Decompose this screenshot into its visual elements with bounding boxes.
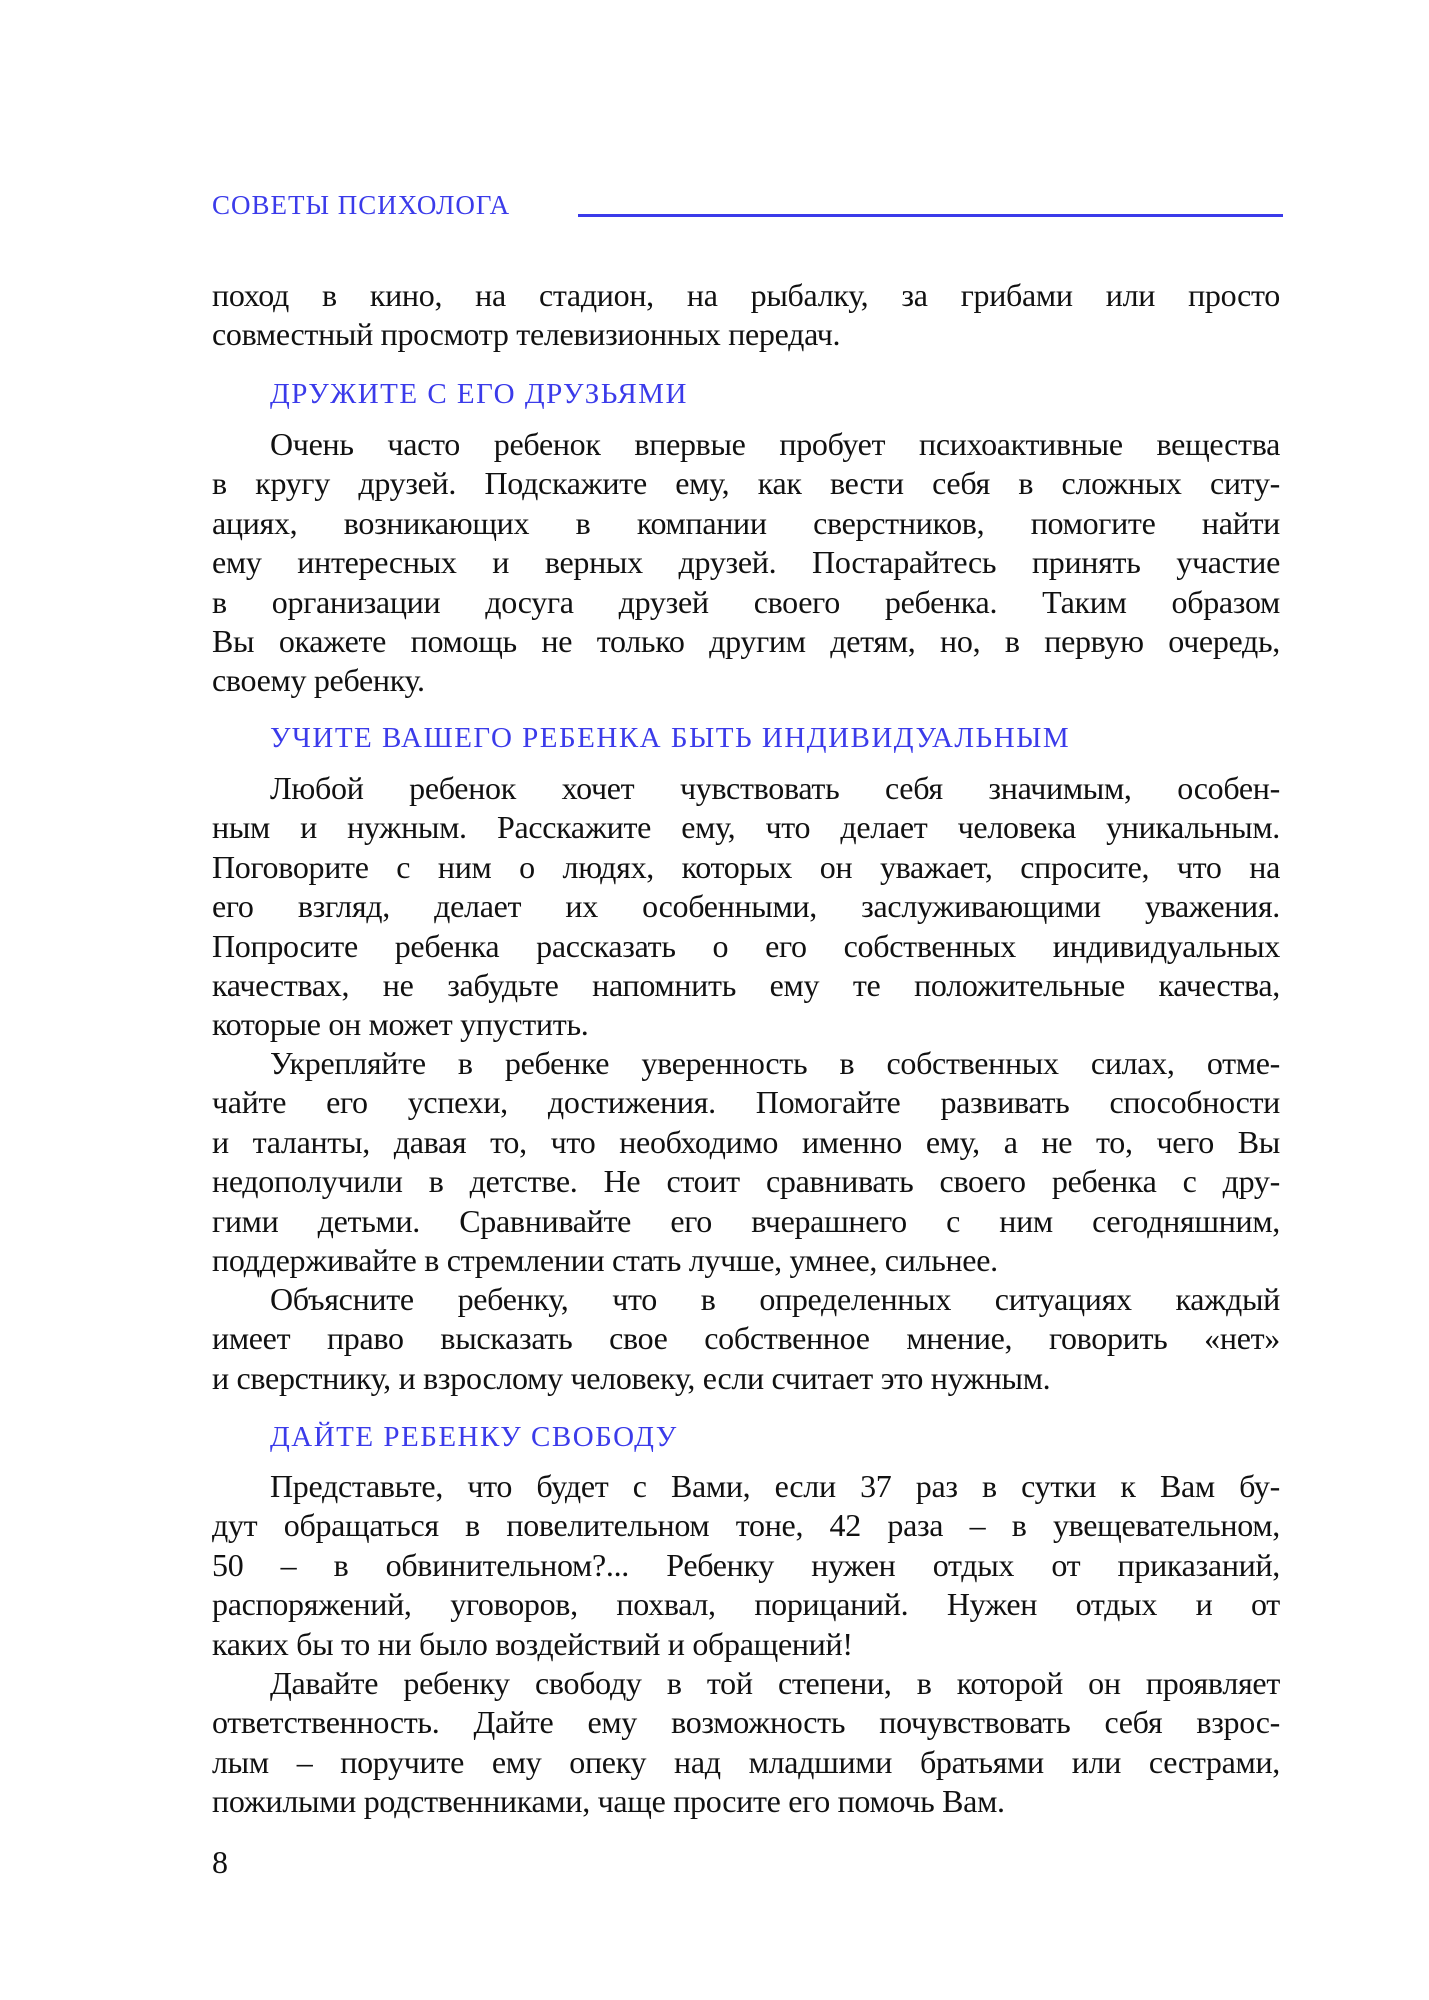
- text-line: гими детьми. Сравнивайте его вчерашнего с ним сегодняшним,: [212, 1202, 1280, 1239]
- text-line: Поговорите с ним о людях, которых он уважает, спросите, что на: [212, 848, 1280, 885]
- text-line: недополучили в детстве. Не стоит сравнивать своего ребенка с дру-: [212, 1163, 1280, 1200]
- paragraph: [212, 1467, 1280, 1664]
- running-header: СОВЕТЫ ПСИХОЛОГА: [212, 190, 511, 220]
- text-line: Давайте ребенку свободу в той степени, в которой он проявляет: [270, 1665, 1280, 1701]
- text-line: своему ребенку.: [212, 662, 425, 699]
- text-line: ему интересных и верных друзей. Постарайтесь принять участие: [212, 544, 1280, 581]
- text-line: поход в кино, на стадион, на рыбалку, за грибами или просто: [212, 277, 1280, 313]
- text-line: Попросите ребенка рассказать о его собственных индивидуальных: [212, 927, 1280, 964]
- text-line: в организации досуга друзей своего ребенка. Таким образом: [212, 583, 1280, 620]
- paragraph: [212, 1280, 1280, 1398]
- paragraph: [212, 1664, 1280, 1822]
- text-line: 50 – в обвинительном?... Ребенку нужен отдых от приказаний,: [212, 1546, 1280, 1583]
- text-line: качествах, не забудьте напомнить ему те положительные качества,: [212, 966, 1280, 1003]
- text-line: Вы окажете помощь не только другим детям, но, в первую очередь,: [212, 622, 1280, 659]
- text-line: его взгляд, делает их особенными, заслуживающими уважения.: [212, 888, 1280, 925]
- text-line: и сверстнику, и взрослому человеку, если считает это нужным.: [212, 1359, 1051, 1396]
- text-line: Любой ребенок хочет чувствовать себя значимым, особен-: [270, 770, 1280, 806]
- text-line: Объясните ребенку, что в определенных ситуациях каждый: [270, 1281, 1280, 1317]
- text-line: Представьте, что будет с Вами, если 37 раз в сутки к Вам бу-: [270, 1468, 1280, 1504]
- paragraph: [212, 1044, 1280, 1280]
- section-heading: ДАЙТЕ РЕБЕНКУ СВОБОДУ: [270, 1421, 678, 1453]
- text-line: которые он может упустить.: [212, 1006, 589, 1043]
- text-line: каких бы то ни было воздействий и обращений!: [212, 1625, 853, 1662]
- section-heading: ДРУЖИТЕ С ЕГО ДРУЗЬЯМИ: [270, 378, 688, 410]
- text-line: лым – поручите ему опеку над младшими братьями или сестрами,: [212, 1743, 1280, 1780]
- text-line: ациях, возникающих в компании сверстников, помогите найти: [212, 504, 1280, 541]
- text-line: ответственность. Дайте ему возможность почувствовать себя взрос-: [212, 1704, 1280, 1741]
- text-line: в кругу друзей. Подскажите ему, как вести себя в сложных ситу-: [212, 465, 1280, 502]
- text-line: дут обращаться в повелительном тоне, 42 раза – в увещевательном,: [212, 1507, 1280, 1544]
- text-line: чайте его успехи, достижения. Помогайте развивать способности: [212, 1084, 1280, 1121]
- text-line: Очень часто ребенок впервые пробует психоактивные вещества: [270, 426, 1280, 462]
- text-line: совместный просмотр телевизионных передач.: [212, 316, 841, 353]
- text-line: поддерживайте в стремлении стать лучше, умнее, сильнее.: [212, 1241, 998, 1278]
- section-heading: УЧИТЕ ВАШЕГО РЕБЕНКА БЫТЬ ИНДИВИДУАЛЬНЫМ: [270, 722, 1071, 754]
- paragraph: [212, 769, 1280, 1045]
- page-number: 8: [212, 1844, 228, 1880]
- text-line: и таланты, давая то, что необходимо именно ему, а не то, чего Вы: [212, 1123, 1280, 1160]
- text-line: ным и нужным. Расскажите ему, что делает человека уникальным.: [212, 809, 1280, 846]
- text-line: имеет право высказать свое собственное мнение, говорить «нет»: [212, 1320, 1280, 1357]
- header-rule: [578, 214, 1283, 217]
- paragraph: [212, 276, 1280, 355]
- text-line: Укрепляйте в ребенке уверенность в собственных силах, отме-: [270, 1045, 1280, 1081]
- text-line: распоряжений, уговоров, похвал, порицаний. Нужен отдых и от: [212, 1586, 1280, 1623]
- text-line: пожилыми родственниками, чаще просите его помочь Вам.: [212, 1783, 1005, 1820]
- paragraph: [212, 425, 1280, 701]
